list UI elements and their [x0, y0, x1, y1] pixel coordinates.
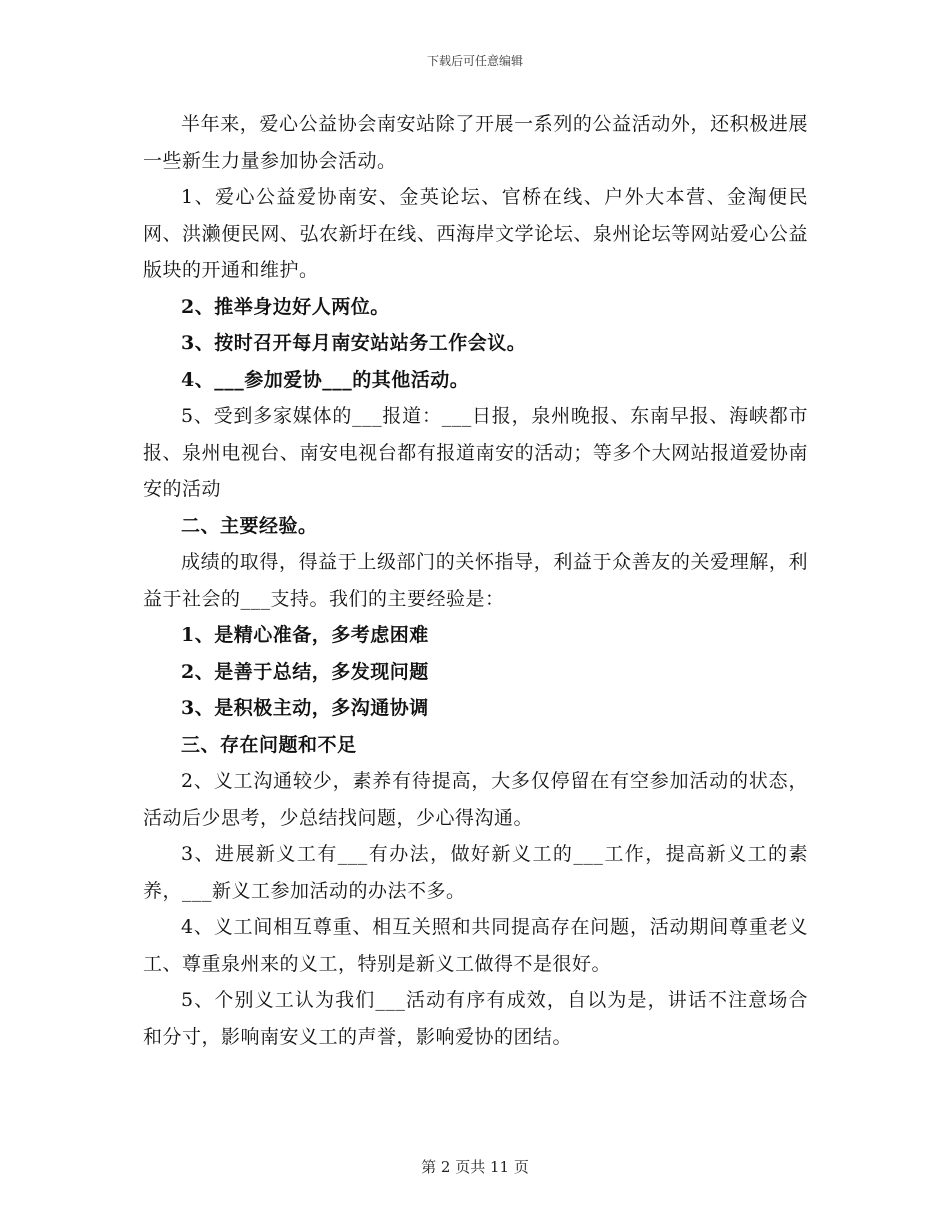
paragraph-experience-intro: 成绩的取得，得益于上级部门的关怀指导，利益于众善友的关爱理解，利益于社会的___支持。我们的主要经验是：: [143, 551, 808, 610]
page-footer: 第 2 页共 11 页: [421, 1158, 529, 1176]
paragraph-problem-2: 2、义工沟通较少，素养有待提高，大多仅停留在有空参加活动的状态，活动后少思考，少总结找问题，少心得沟通。: [143, 770, 808, 829]
document-body: [143, 106, 808, 1055]
paragraph-problem-5: 5、个别义工认为我们___活动有序有成效，自以为是，讲话不注意场合和分寸，影响南安义工的声誉，影响爱协的团结。: [143, 989, 808, 1048]
paragraph-item-websites: 1、爱心公益爱协南安、金英论坛、官桥在线、户外大本营、金淘便民网、洪濑便民网、弘农新圩在线、西海岸文学论坛、泉州论坛等网站爱心公益版块的开通和维护。: [143, 186, 808, 281]
paragraph-problem-3: 3、进展新义工有___有办法，做好新义工的___工作，提高新义工的素养，___新义工参加活动的办法不多。: [143, 843, 808, 902]
paragraph-item-media: 5、受到多家媒体的___报道：___日报，泉州晚报、东南早报、海峡都市报、泉州电视台、南安电视台都有报道南安的活动；等多个大网站报道爱协南安的活动: [143, 405, 808, 500]
page-header: 下载后可任意编辑: [426, 54, 523, 68]
paragraph-item-good-people: 2、推举身边好人两位。: [181, 295, 390, 318]
paragraph-intro: 半年来，爱心公益协会南安站除了开展一系列的公益活动外，还积极进展一些新生力量参加协会活动。: [143, 113, 808, 172]
paragraph-experience-2: 2、是善于总结，多发现问题: [181, 660, 429, 683]
paragraph-item-other-activities: 4、___参加爱协___的其他活动。: [181, 368, 470, 391]
paragraph-experience-1: 1、是精心准备，多考虑困难: [181, 624, 429, 646]
paragraph-item-meetings: 3、按时召开每月南安站站务工作会议。: [181, 332, 527, 354]
section-heading-experience: 二、主要经验。: [181, 514, 318, 537]
paragraph-problem-4: 4、义工间相互尊重、相互关照和共同提高存在问题，活动期间尊重老义工、尊重泉州来的义工，特别是新义工做得不是很好。: [143, 916, 808, 975]
paragraph-experience-3: 3、是积极主动，多沟通协调: [181, 697, 429, 719]
section-heading-problems: 三、存在问题和不足: [181, 733, 357, 756]
